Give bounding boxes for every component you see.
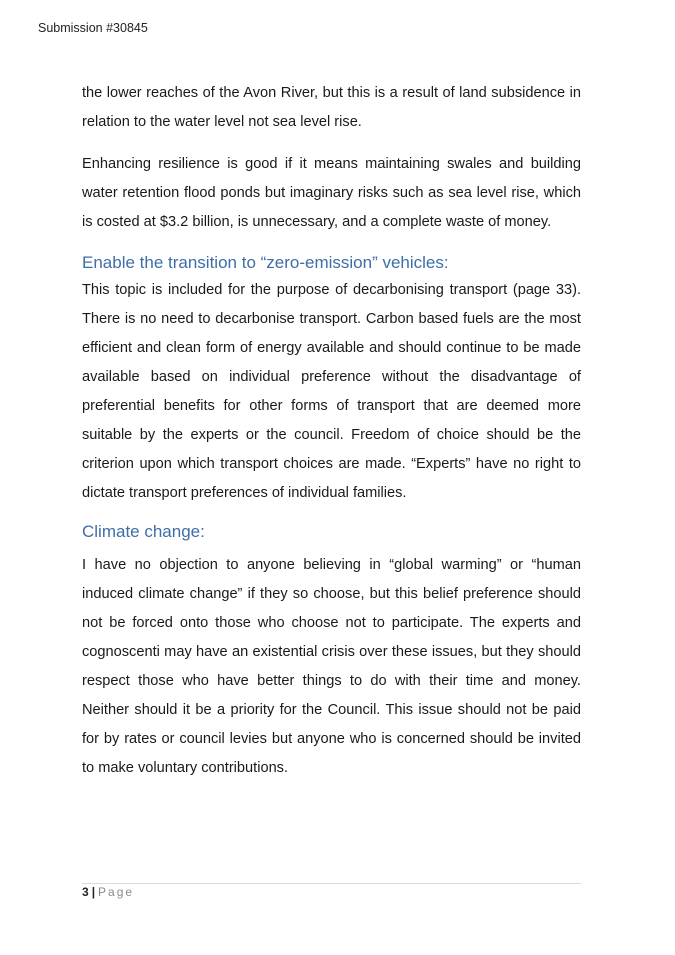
paragraph-resilience: Enhancing resilience is good if it means maintaining swales and building water retention flood ponds but imaginary risks such as sea level rise, which is costed at $3.2 billion, is unnecessary, and a complete waste of money. [82,156,581,230]
footer-divider [82,883,581,884]
paragraph-climate: I have no objection to anyone believing in “global warming” or “human induced climate change” if they so choose, but this belief preference should not be forced onto those who choose not to participate. The experts and cognoscenti may have an existential crisis over these issues, but they should respect those who have better things to do with their time and money. Neither should it be a priority for the Council. This issue should not be paid for by rates or council levies but anyone who is concerned should be invited to make voluntary contributions. [82,557,581,776]
page-number: 3 [82,885,89,899]
document-body [82,79,581,783]
page-footer [82,885,134,899]
page-label: Page [98,885,135,899]
paragraph-avon-river: the lower reaches of the Avon River, but this is a result of land subsidence in relation to the water level not sea level rise. [82,85,581,130]
paragraph-transport: This topic is included for the purpose of decarbonising transport (page 33). There is no need to decarbonise transport. Carbon based fuels are the most efficient and clean form of energy available and should continue to be made available based on individual preference without the disadvantage of preferential benefits for other forms of transport that are deemed more suitable by the experts or the council. Freedom of choice should be the criterion upon which transport choices are made. “Experts” have no right to dictate transport preferences of individual families. [82,282,581,501]
page-separator: | [91,885,96,899]
heading-climate-change: Climate change: [82,522,205,541]
submission-number: Submission #30845 [38,21,148,35]
heading-zero-emission: Enable the transition to “zero-emission” vehicles: [82,253,449,272]
